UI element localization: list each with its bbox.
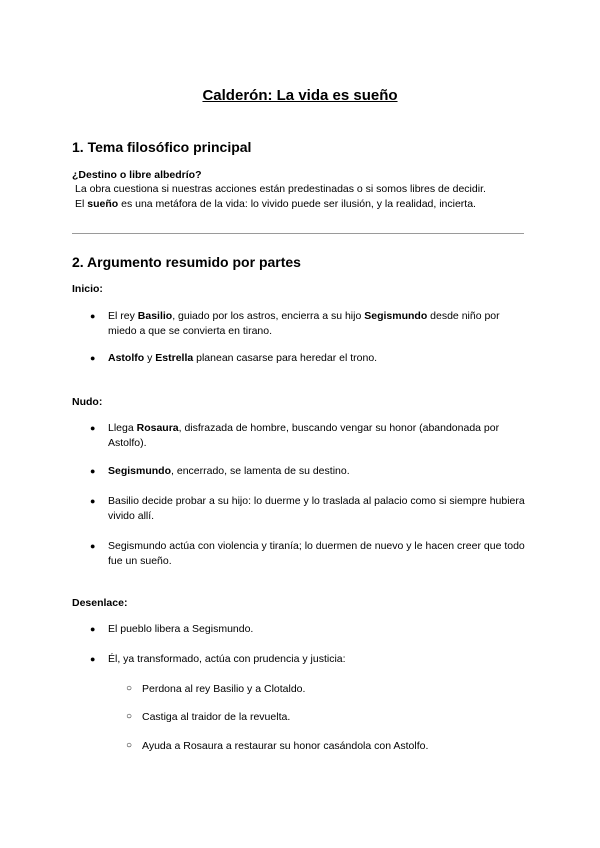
bullet-icon: ● bbox=[90, 466, 96, 476]
list-item: Segismundo, encerrado, se lamenta de su destino. bbox=[108, 465, 350, 477]
sub-list-item: Perdona al rey Basilio y a Clotaldo. bbox=[142, 683, 306, 695]
bullet-icon: ● bbox=[90, 496, 96, 506]
sub-list-item: Ayuda a Rosaura a restaurar su honor casándola con Astolfo. bbox=[142, 740, 429, 752]
sub-bullet-icon: ○ bbox=[126, 683, 133, 694]
horizontal-divider bbox=[72, 233, 524, 234]
section-1-line-1: La obra cuestiona si nuestras acciones están predestinadas o si somos libres de decidir. bbox=[75, 183, 486, 195]
bullet-icon: ● bbox=[90, 624, 96, 634]
section-1-subheading: ¿Destino o libre albedrío? bbox=[72, 169, 202, 181]
list-item: El rey Basilio, guiado por los astros, encierra a su hijo Segismundo desde niño por miedo a que se convierta en tirano. bbox=[108, 310, 500, 337]
list-item: Llega Rosaura, disfrazada de hombre, buscando vengar su honor (abandonada por Astolfo). bbox=[108, 422, 500, 449]
section-1-heading: 1. Tema filosófico principal bbox=[72, 139, 252, 155]
bullet-icon: ● bbox=[90, 311, 96, 321]
list-item: Él, ya transformado, actúa con prudencia y justicia: bbox=[108, 653, 346, 665]
sub-list-item: Castiga al traidor de la revuelta. bbox=[142, 711, 291, 723]
list-item: Basilio decide probar a su hijo: lo duerme y lo traslada al palacio como si siempre hubiera vivido allí. bbox=[108, 495, 525, 522]
nudo-label: Nudo: bbox=[72, 396, 103, 408]
bullet-icon: ● bbox=[90, 423, 96, 433]
bullet-icon: ● bbox=[90, 541, 96, 551]
sub-bullet-icon: ○ bbox=[126, 711, 133, 722]
sub-bullet-icon: ○ bbox=[126, 740, 133, 751]
page-title: Calderón: La vida es sueño bbox=[202, 87, 398, 104]
desenlace-label: Desenlace: bbox=[72, 597, 128, 609]
bullet-icon: ● bbox=[90, 654, 96, 664]
list-item: El pueblo libera a Segismundo. bbox=[108, 623, 254, 635]
inicio-label: Inicio: bbox=[72, 283, 103, 295]
list-item: Segismundo actúa con violencia y tiranía; lo duermen de nuevo y le hacen creer que todo fue un sueño. bbox=[108, 540, 525, 567]
section-1-line-2: El sueño es una metáfora de la vida: lo vivido puede ser ilusión, y la realidad, incierta. bbox=[75, 198, 476, 210]
section-2-heading: 2. Argumento resumido por partes bbox=[72, 254, 301, 270]
bullet-icon: ● bbox=[90, 353, 96, 363]
list-item: Astolfo y Estrella planean casarse para heredar el trono. bbox=[108, 352, 378, 364]
